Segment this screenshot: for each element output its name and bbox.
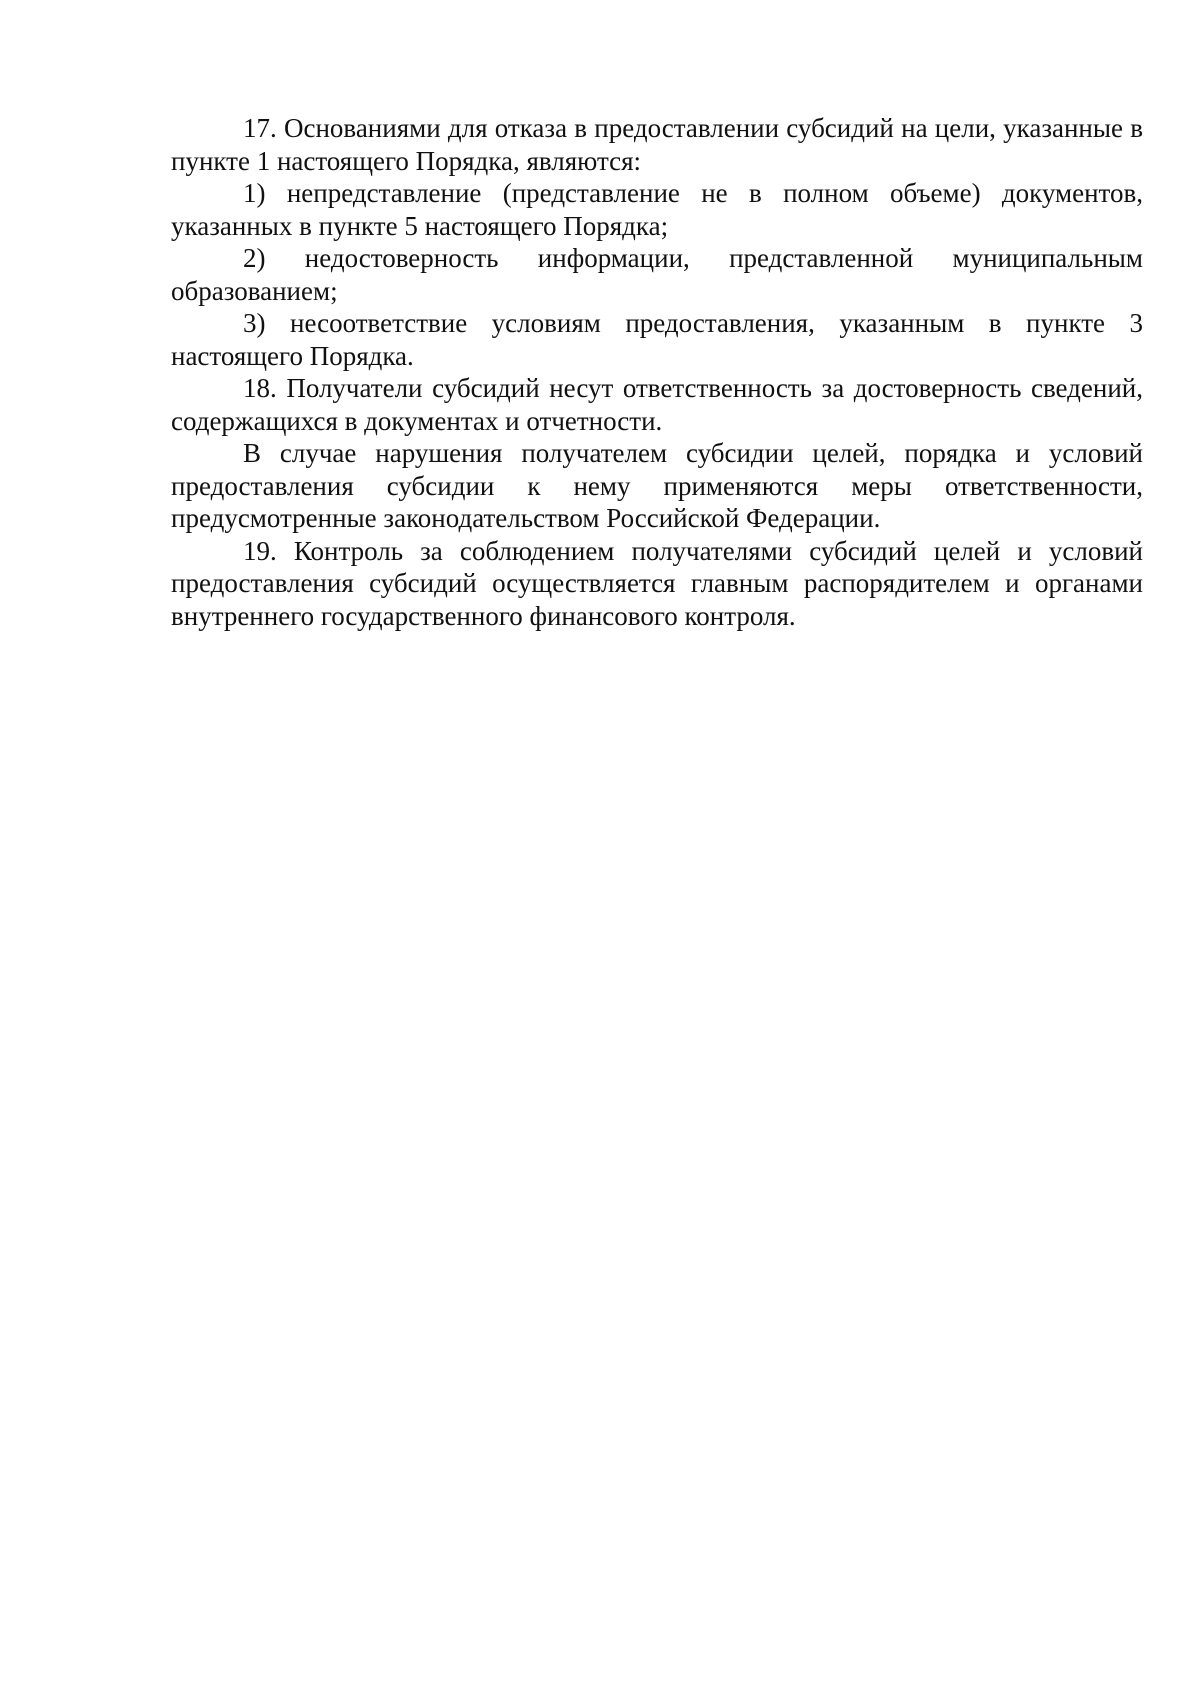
paragraph-18-violation: В случае нарушения получателем субсидии целей, порядка и условий предоставления субсидии к нему применяются меры ответственности, предусмотренные законодательством Российской Федерации.	[171, 438, 1143, 533]
paragraph-19-control: 19. Контроль за соблюдением получателями субсидий целей и условий предоставления субсидий осуществляется главным распорядителем и органами внутреннего государственного финансового контроля.	[171, 535, 1143, 631]
paragraph-17-item-3: 3) несоответствие условиям предоставления, указанным в пункте 3 настоящего Порядка.	[171, 308, 1143, 371]
paragraph-17-item-2: 2) недостоверность информации, представленной муниципальным образованием;	[171, 243, 1143, 306]
document-body	[171, 112, 1143, 632]
paragraph-17-refusal-grounds: 17. Основаниями для отказа в предоставлении субсидий на цели, указанные в пункте 1 настоящего Порядка, являются:	[171, 113, 1143, 176]
paragraph-17-item-1: 1) непредставление (представление не в полном объеме) документов, указанных в пункте 5 настоящего Порядка;	[171, 178, 1143, 241]
paragraph-18-responsibility: 18. Получатели субсидий несут ответственность за достоверность сведений, содержащихся в документах и отчетности.	[171, 373, 1143, 436]
